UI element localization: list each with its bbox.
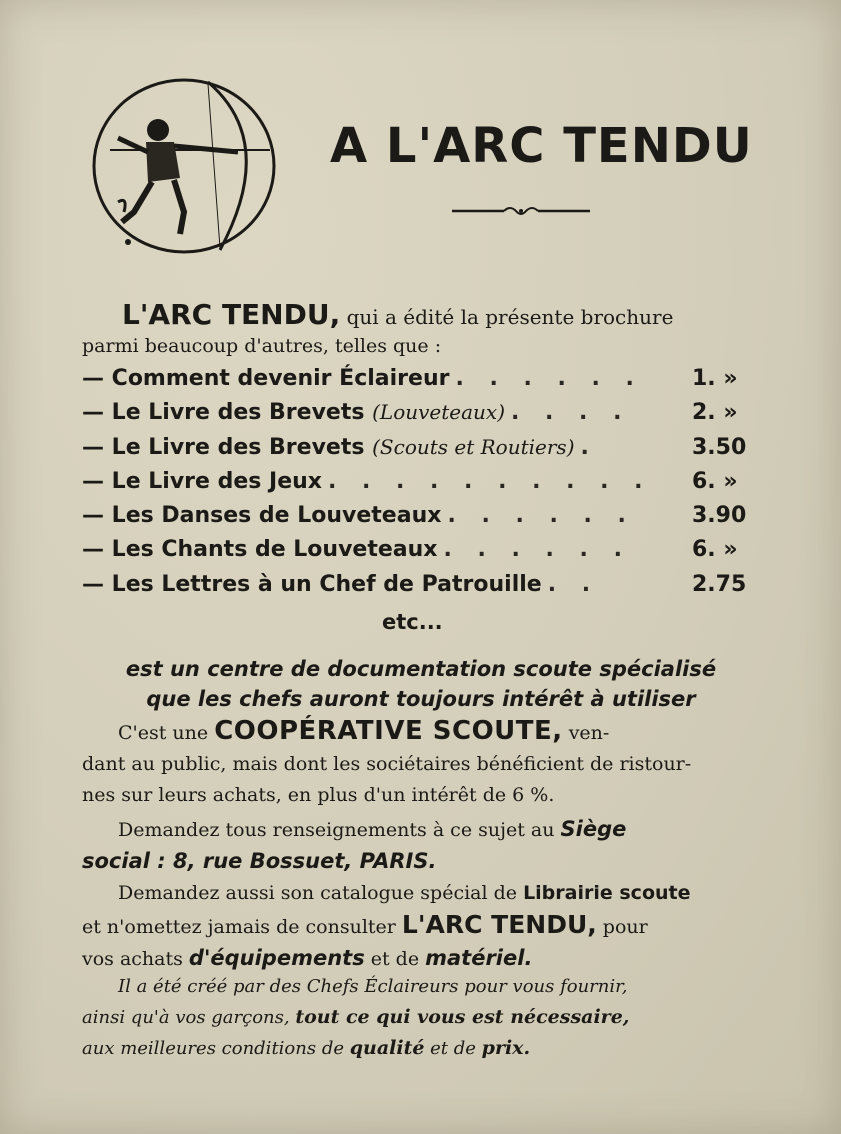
publication-title: — Les Chants de Louveteaux [82,537,438,563]
headquarters-address: social : 8, rue Bossuet, PARIS. [82,849,437,873]
intro-line1-text: qui a édité la présente brochure [346,305,674,329]
publication-price: 6. » [692,537,738,563]
list-item [82,503,772,537]
publication-price: 1. » [692,366,738,391]
intro-line2-text: parmi beaucoup d'autres, telles que : [82,335,442,357]
cooperative-heading: COOPÉRATIVE SCOUTE, [214,716,563,746]
page-title: A L'ARC TENDU [330,118,753,174]
publication-title: — Les Lettres à un Chef de Patrouille [82,571,542,597]
list-item [82,469,772,503]
list-item [82,572,772,606]
publication-list [82,366,772,606]
publication-price: 2.75 [692,571,747,597]
publication-price: 3.90 [692,503,747,529]
closing-paragraph: Il a été créé par des Chefs Éclaireurs pour vous fournir, ainsi qu'à vos garçons, tout ce qui vous est nécessaire, aux meilleures conditions de qualité et de prix. [82,976,630,1059]
statement-line: est un centre de documentation scoute spécialisé [125,657,717,681]
publication-price: 6. » [692,468,738,494]
ornament-divider [452,204,590,218]
leader-dots: . . . . . . [447,503,635,529]
archer-emblem-icon [88,72,280,262]
brand-name: L'ARC TENDU, [401,910,597,939]
intro-paragraph [82,298,772,357]
leader-dots: . . . . . . [443,537,631,563]
list-item [82,366,772,400]
leader-dots: . . . . . . . . . . [327,468,652,494]
list-item [82,435,772,469]
leader-dots: . . [547,571,600,597]
leader-dots: . . . . [511,400,631,426]
publication-title: — Comment devenir Éclaireur [82,366,450,391]
list-etc: etc... [382,610,443,634]
publication-title: — Le Livre des Jeux [82,468,322,494]
headquarters-paragraph: Demandez tous renseignements à ce sujet au Siège social : 8, rue Bossuet, PARIS. [82,817,627,873]
siege-label: Siège [560,817,627,841]
publication-title: — Le Livre des Brevets (Scouts et Routiers) [82,434,575,460]
statement-line: que les chefs auront toujours intérêt à utiliser [146,687,696,711]
list-item [82,400,772,434]
publication-price: 2. » [692,400,738,426]
publication-title: — Le Livre des Brevets (Louveteaux) [82,400,506,426]
leader-dots: . [580,434,598,460]
list-item [82,537,772,571]
documentation-centre-statement [76,654,766,714]
brand-name: L'ARC TENDU, [122,298,341,331]
publication-title: — Les Danses de Louveteaux [82,503,442,529]
leader-dots: . . . . . . [455,366,643,391]
cooperative-paragraph: C'est une COOPÉRATIVE SCOUTE, ven- dant au public, mais dont les sociétaires bénéficient de ristour- nes sur leurs achats, en plus d'un intérêt de 6 %. [82,716,692,806]
librairie-scoute: Librairie scoute [523,882,691,904]
publication-price: 3.50 [692,434,747,460]
catalogue-paragraph: Demandez aussi son catalogue spécial de Librairie scoute et n'omettez jamais de consulter L'ARC TENDU, pour vos achats d'équipements et de matériel. [82,882,691,970]
